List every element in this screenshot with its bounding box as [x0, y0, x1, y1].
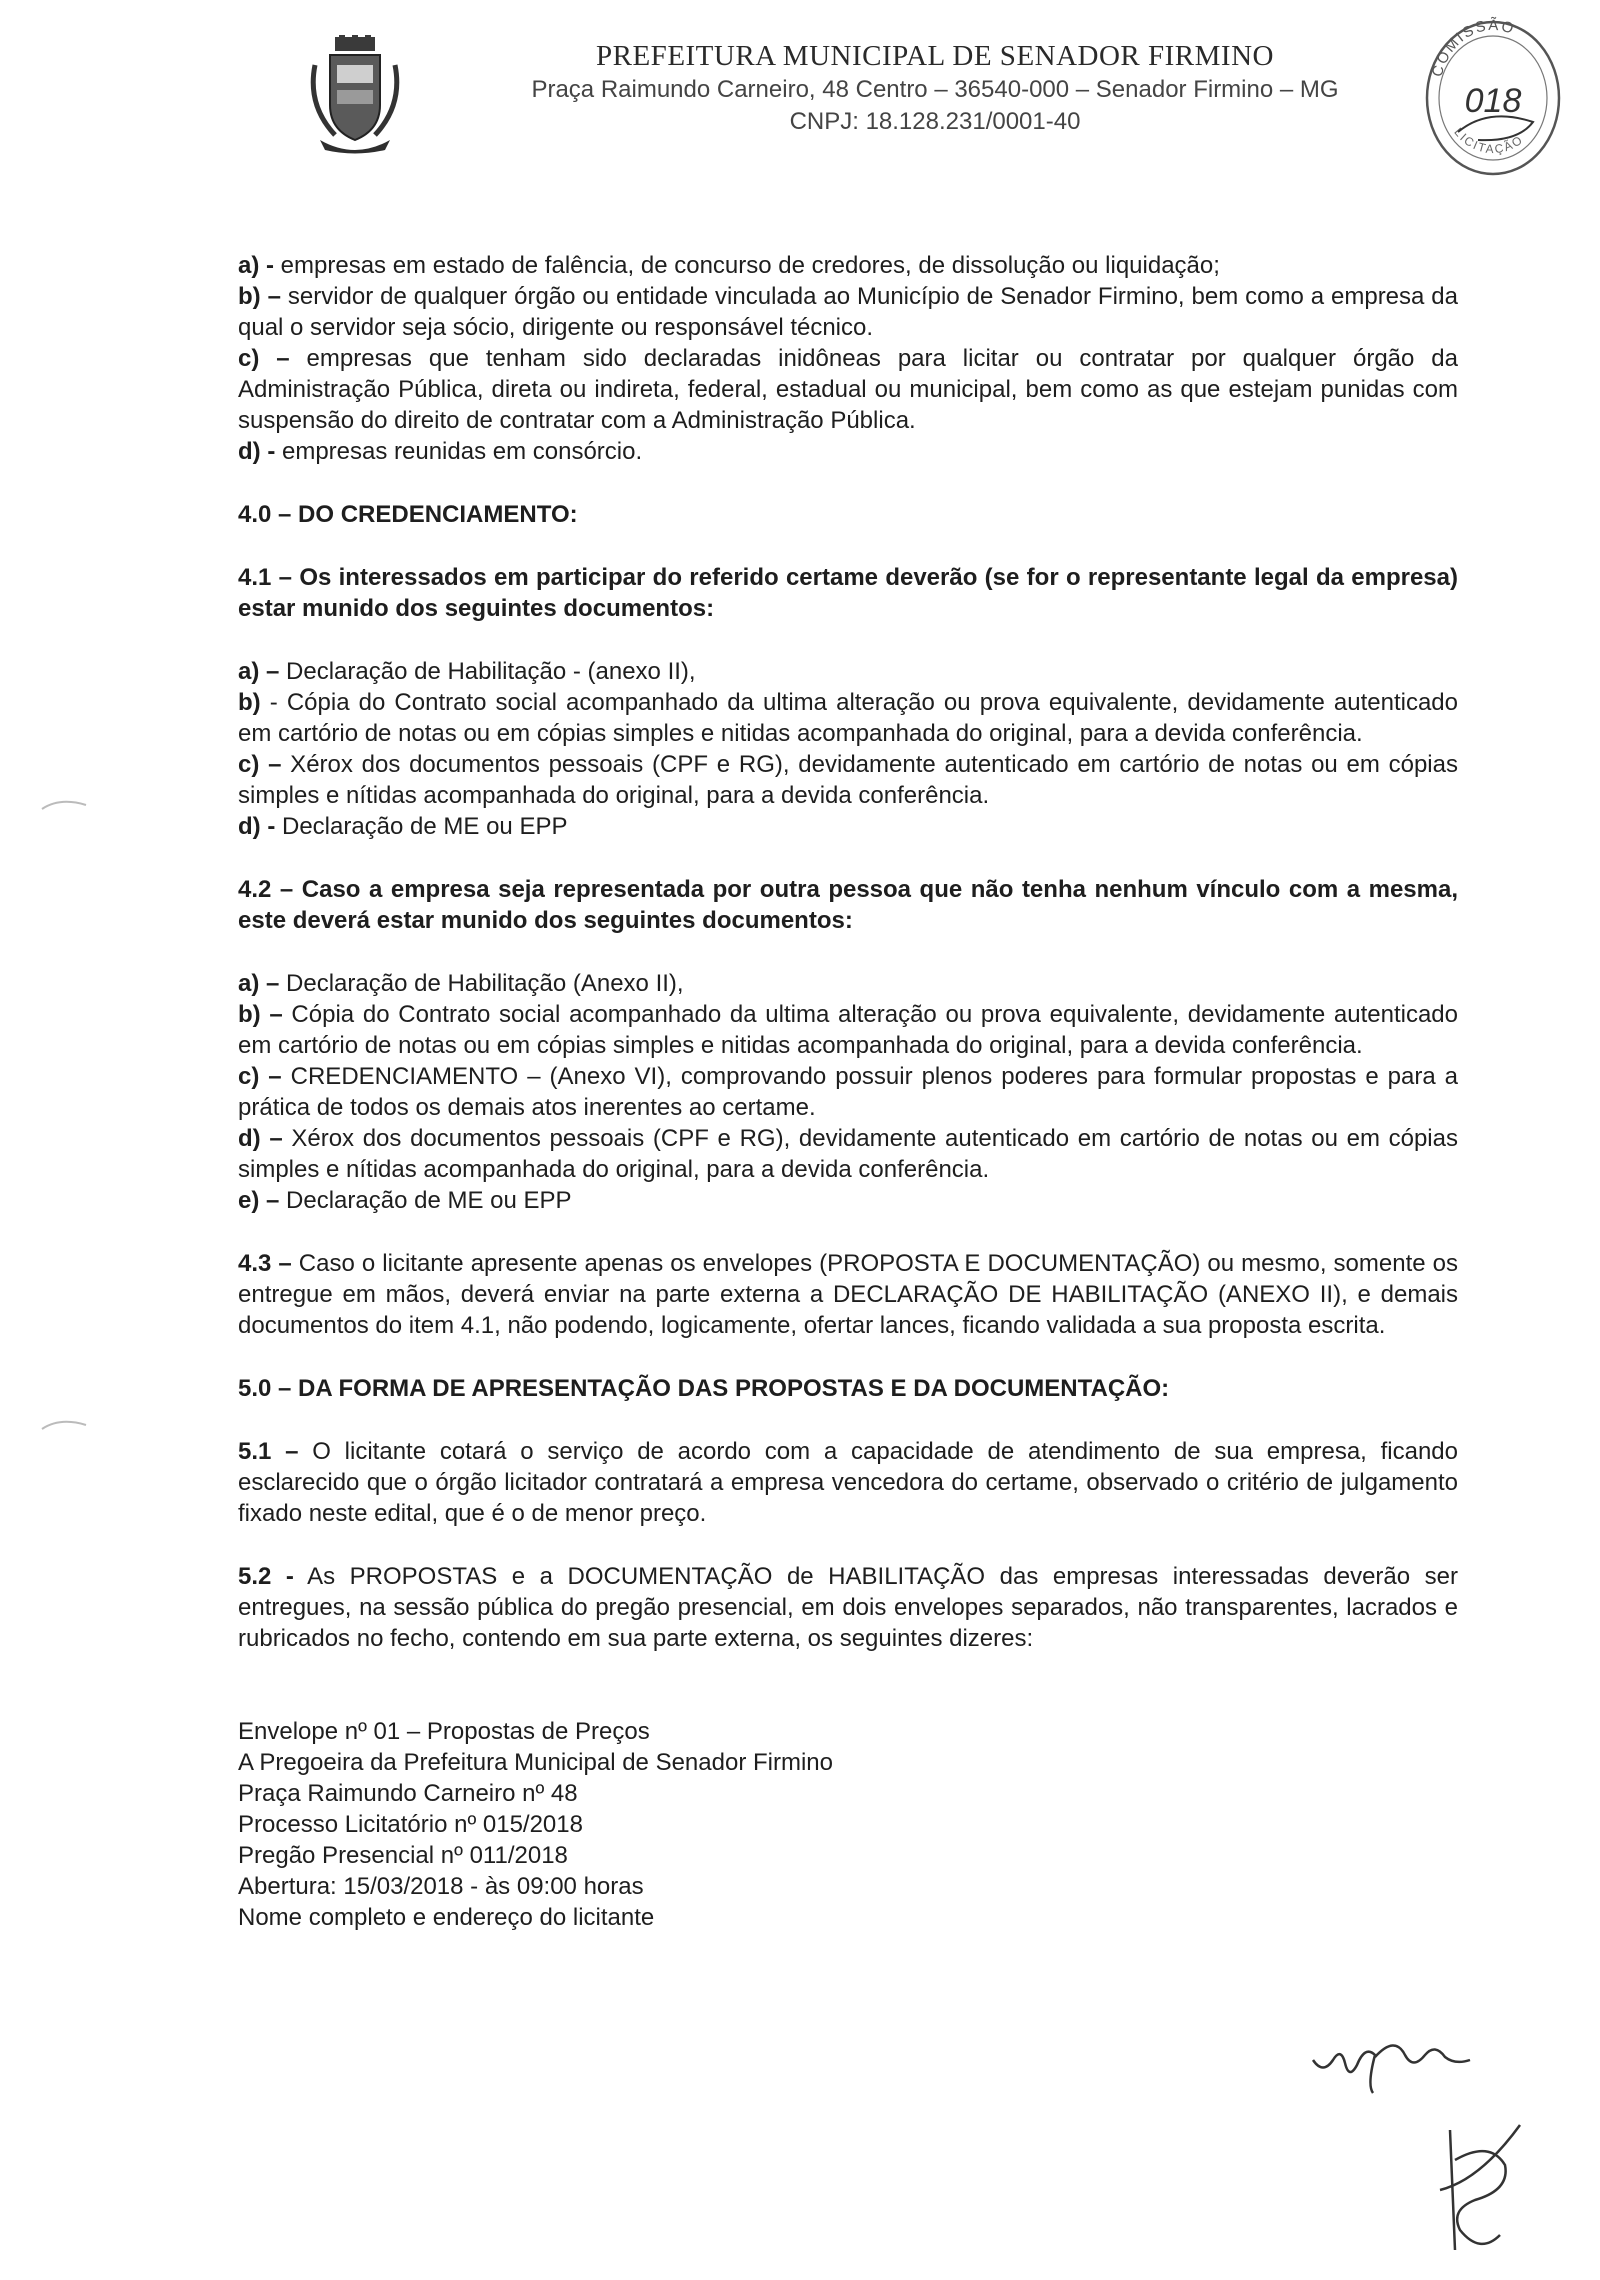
envelope-label-block — [238, 1716, 1458, 1933]
list-item: b) - Cópia do Contrato social acompanhado da ultima alteração ou prova equivalente, devidamente autenticado em cartório de notas ou em cópias simples e nitidas acompanhada do original, para a devida conferência. — [238, 689, 1458, 747]
scan-mark-icon — [40, 1415, 90, 1435]
envelope-line: Pregão Presencial nº 011/2018 — [238, 1842, 568, 1869]
paragraph-4-3: 4.3 – Caso o licitante apresente apenas os envelopes (PROPOSTA E DOCUMENTAÇÃO) ou mesmo, somente os entregue em mãos, deverá enviar na parte externa a DECLARAÇÃO DE HABILITAÇÃO (ANEXO II), e demais documentos do item 4.1, não podendo, logicamente, ofertar lances, ficando validada a sua proposta escrita. — [238, 1250, 1458, 1339]
paragraph-5-1: 5.1 – O licitante cotará o serviço de acordo com a capacidade de atendimento de sua empresa, ficando esclarecido que o órgão licitador contratará a empresa vencedora do certame, observado o critério de julgamento fixado neste edital, que é o de menor preço. — [238, 1438, 1458, 1527]
list-item: b) – Cópia do Contrato social acompanhado da ultima alteração ou prova equivalente, devidamente autenticado em cartório de notas ou em cópias simples e nitidas acompanhada do original, para a devida conferência. — [238, 1001, 1458, 1059]
stamp-top-text: COMISSÃO — [1428, 16, 1518, 79]
envelope-line: Praça Raimundo Carneiro nº 48 — [238, 1780, 578, 1807]
envelope-line: Envelope nº 01 – Propostas de Preços — [238, 1718, 650, 1745]
list-item: b) – servidor de qualquer órgão ou entidade vinculada ao Município de Senador Firmino, bem como a empresa da qual o servidor seja sócio, dirigente ou responsável técnico. — [238, 283, 1459, 341]
list-item: a) – Declaração de Habilitação - (anexo II), — [238, 658, 696, 685]
paragraph-5-2: 5.2 - As PROPOSTAS e a DOCUMENTAÇÃO de HABILITAÇÃO das empresas interessadas deverão ser entregues, na sessão pública do pregão presencial, em dois envelopes separados, não transparentes, lacrados e rubricados no fecho, contendo em sua parte externa, os seguintes dizeres: — [238, 1563, 1458, 1652]
list-item: c) – Xérox dos documentos pessoais (CPF e RG), devidamente autenticado em cartório de notas ou em cópias simples e nítidas acompanhada do original, para a devida conferência. — [238, 751, 1458, 809]
cnpj-line: CNPJ: 18.128.231/0001-40 — [789, 108, 1081, 135]
envelope-line: Abertura: 15/03/2018 - às 09:00 horas — [238, 1873, 644, 1900]
list-item: a) – Declaração de Habilitação (Anexo II), — [238, 970, 684, 997]
list-item: a) - empresas em estado de falência, de concurso de credores, de dissolução ou liquidação; — [238, 252, 1220, 279]
list-item: d) - empresas reunidas em consórcio. — [238, 438, 643, 465]
municipality-title: PREFEITURA MUNICIPAL DE SENADOR FIRMINO — [596, 40, 1274, 72]
coat-of-arms-icon — [305, 35, 405, 155]
paragraph-4-2: 4.2 – Caso a empresa seja representada por outra pessoa que não tenha nenhum vínculo com a mesma, este deverá estar munido dos seguintes documentos: — [238, 876, 1458, 934]
letterhead-text — [455, 38, 1415, 138]
paragraph-4-1: 4.1 – Os interessados em participar do referido certame deverão (se for o representante legal da empresa) estar munido dos seguintes documentos: — [238, 564, 1458, 622]
commission-stamp-icon — [1418, 12, 1568, 184]
list-4-1 — [238, 656, 1458, 842]
document-body — [238, 250, 1458, 1933]
list-4-2 — [238, 968, 1458, 1216]
stamp-bottom-text: LICITAÇÃO — [1451, 125, 1527, 157]
scan-mark-icon — [40, 795, 90, 815]
stamp-page-number: 018 — [1464, 82, 1522, 120]
list-item: c) – empresas que tenham sido declaradas inidôneas para licitar ou contratar por qualquer órgão da Administração Pública, direta ou indireta, federal, estadual ou municipal, bem como as que estejam punidas com suspensão do direito de contratar com a Administração Pública. — [238, 345, 1458, 434]
list-item: c) – CREDENCIAMENTO – (Anexo VI), comprovando possuir plenos poderes para formular propostas e para a prática de todos os demais atos inerentes ao certame. — [238, 1063, 1459, 1121]
envelope-line: A Pregoeira da Prefeitura Municipal de Senador Firmino — [238, 1749, 833, 1776]
list-item: d) – Xérox dos documentos pessoais (CPF e RG), devidamente autenticado em cartório de notas ou em cópias simples e nítidas acompanhada do original, para a devida conferência. — [238, 1125, 1458, 1183]
list-item: d) - Declaração de ME ou EPP — [238, 813, 568, 840]
envelope-line: Processo Licitatório nº 015/2018 — [238, 1811, 583, 1838]
letterhead — [0, 0, 1600, 170]
section-heading-credenciamento: 4.0 – DO CREDENCIAMENTO: — [238, 501, 578, 528]
handwritten-initials-icon — [1305, 2025, 1475, 2095]
section-heading-apresentacao: 5.0 – DA FORMA DE APRESENTAÇÃO DAS PROPOSTAS E DA DOCUMENTAÇÃO: — [238, 1375, 1170, 1402]
section3-exclusions — [238, 250, 1458, 467]
envelope-line: Nome completo e endereço do licitante — [238, 1904, 655, 1931]
list-item: e) – Declaração de ME ou EPP — [238, 1187, 572, 1214]
handwritten-signature-icon — [1420, 2120, 1530, 2260]
address-line: Praça Raimundo Carneiro, 48 Centro – 36540-000 – Senador Firmino – MG — [531, 76, 1339, 103]
